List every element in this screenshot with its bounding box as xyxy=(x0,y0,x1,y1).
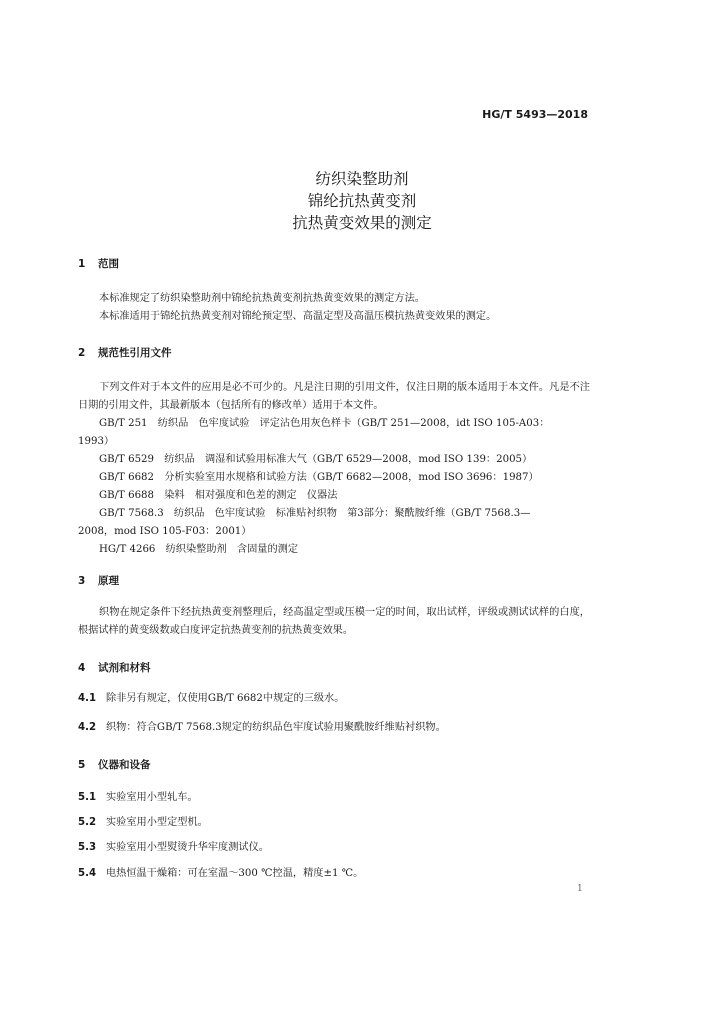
section-3-heading xyxy=(78,573,119,588)
paragraph: 织物在规定条件下经抗热黄变剂整理后，经高温定型或压模一定的时间，取出试样，评级或测试试样的白度，根据试样的黄变级数或白度评定抗热黄变剂的抗热黄变效果。 xyxy=(78,607,590,636)
section-number: 4 xyxy=(78,662,86,674)
section-number: 2 xyxy=(78,347,86,359)
clause-text: 电热恒温干燥箱：可在室温～300 ℃控温，精度±1 ℃。 xyxy=(106,868,364,879)
clause-item xyxy=(78,815,598,831)
document-code: HG/T 5493—2018 xyxy=(482,108,588,121)
section-4-heading xyxy=(78,660,151,675)
reference-item: GB/T 6682 分析实验室用水规格和试验方法（GB/T 6682—2008，mod ISO 3696：1987） xyxy=(99,472,539,483)
clause-number: 5.2 xyxy=(78,817,97,828)
section-2-heading xyxy=(78,345,172,360)
title-line-1: 纺织染整助剂 xyxy=(315,170,409,188)
section-number: 1 xyxy=(78,258,86,270)
section-title: 规范性引用文件 xyxy=(98,347,172,359)
clause-text: 实验室用小型轧车。 xyxy=(106,792,198,803)
title-line-3: 抗热黄变效果的测定 xyxy=(292,214,432,232)
reference-item-continued: 1993） xyxy=(78,436,115,447)
clause-text: 实验室用小型定型机。 xyxy=(106,817,208,828)
clause-item xyxy=(78,840,598,856)
section-title: 范围 xyxy=(98,258,119,270)
section-number: 5 xyxy=(78,759,86,771)
title-line-2: 锦纶抗热黄变剂 xyxy=(307,192,417,210)
reference-item: GB/T 6688 染料 相对强度和色差的测定 仪器法 xyxy=(99,490,338,501)
section-title: 原理 xyxy=(98,575,119,587)
clause-text: 织物：符合GB/T 7568.3规定的纺织品色牢度试验用聚酰胺纤维贴衬织物。 xyxy=(106,722,446,733)
clause-item xyxy=(78,790,598,806)
section-5-heading xyxy=(78,757,151,772)
section-number: 3 xyxy=(78,575,86,587)
reference-item: GB/T 6529 纺织品 调湿和试验用标准大气（GB/T 6529—2008，mod ISO 139：2005） xyxy=(99,454,533,465)
paragraph: 本标准适用于锦纶抗热黄变剂对锦纶预定型、高温定型及高温压模抗热黄变效果的测定。 xyxy=(99,311,497,322)
clause-number: 4.1 xyxy=(78,693,97,704)
page-number: 1 xyxy=(577,884,583,894)
section-2-body xyxy=(78,379,590,559)
paragraph: 本标准规定了纺织染整助剂中锦纶抗热黄变剂抗热黄变效果的测定方法。 xyxy=(99,293,425,304)
paragraph: 下列文件对于本文件的应用是必不可少的。凡是注日期的引用文件，仅注日期的版本适用于本文件。凡是不注日期的引用文件，其最新版本（包括所有的修改单）适用于本文件。 xyxy=(78,382,590,411)
section-1-body xyxy=(78,290,590,326)
clause-item xyxy=(78,691,598,707)
reference-item: HG/T 4266 纺织染整助剂 含固量的测定 xyxy=(99,544,299,555)
clause-text: 除非另有规定，仅使用GB/T 6682中规定的三级水。 xyxy=(106,693,345,704)
clause-number: 5.1 xyxy=(78,792,97,803)
clause-number: 5.3 xyxy=(78,842,97,853)
section-3-body xyxy=(78,604,590,640)
reference-item-continued: 2008，mod ISO 105-F03：2001） xyxy=(78,526,252,537)
section-title: 试剂和材料 xyxy=(98,662,151,674)
document-title xyxy=(0,168,724,234)
section-title: 仪器和设备 xyxy=(98,759,151,771)
reference-item: GB/T 7568.3 纺织品 色牢度试验 标准贴衬织物 第3部分：聚酰胺纤维（GB/T 7568.3— xyxy=(99,508,531,519)
clause-number: 4.2 xyxy=(78,722,97,733)
section-1-heading xyxy=(78,256,119,271)
clause-number: 5.4 xyxy=(78,868,97,879)
clause-item xyxy=(78,720,598,736)
reference-item: GB/T 251 纺织品 色牢度试验 评定沾色用灰色样卡（GB/T 251—2008，idt ISO 105-A03： xyxy=(99,418,550,429)
clause-text: 实验室用小型熨烫升华牢度测试仪。 xyxy=(106,842,269,853)
clause-item xyxy=(78,866,598,882)
